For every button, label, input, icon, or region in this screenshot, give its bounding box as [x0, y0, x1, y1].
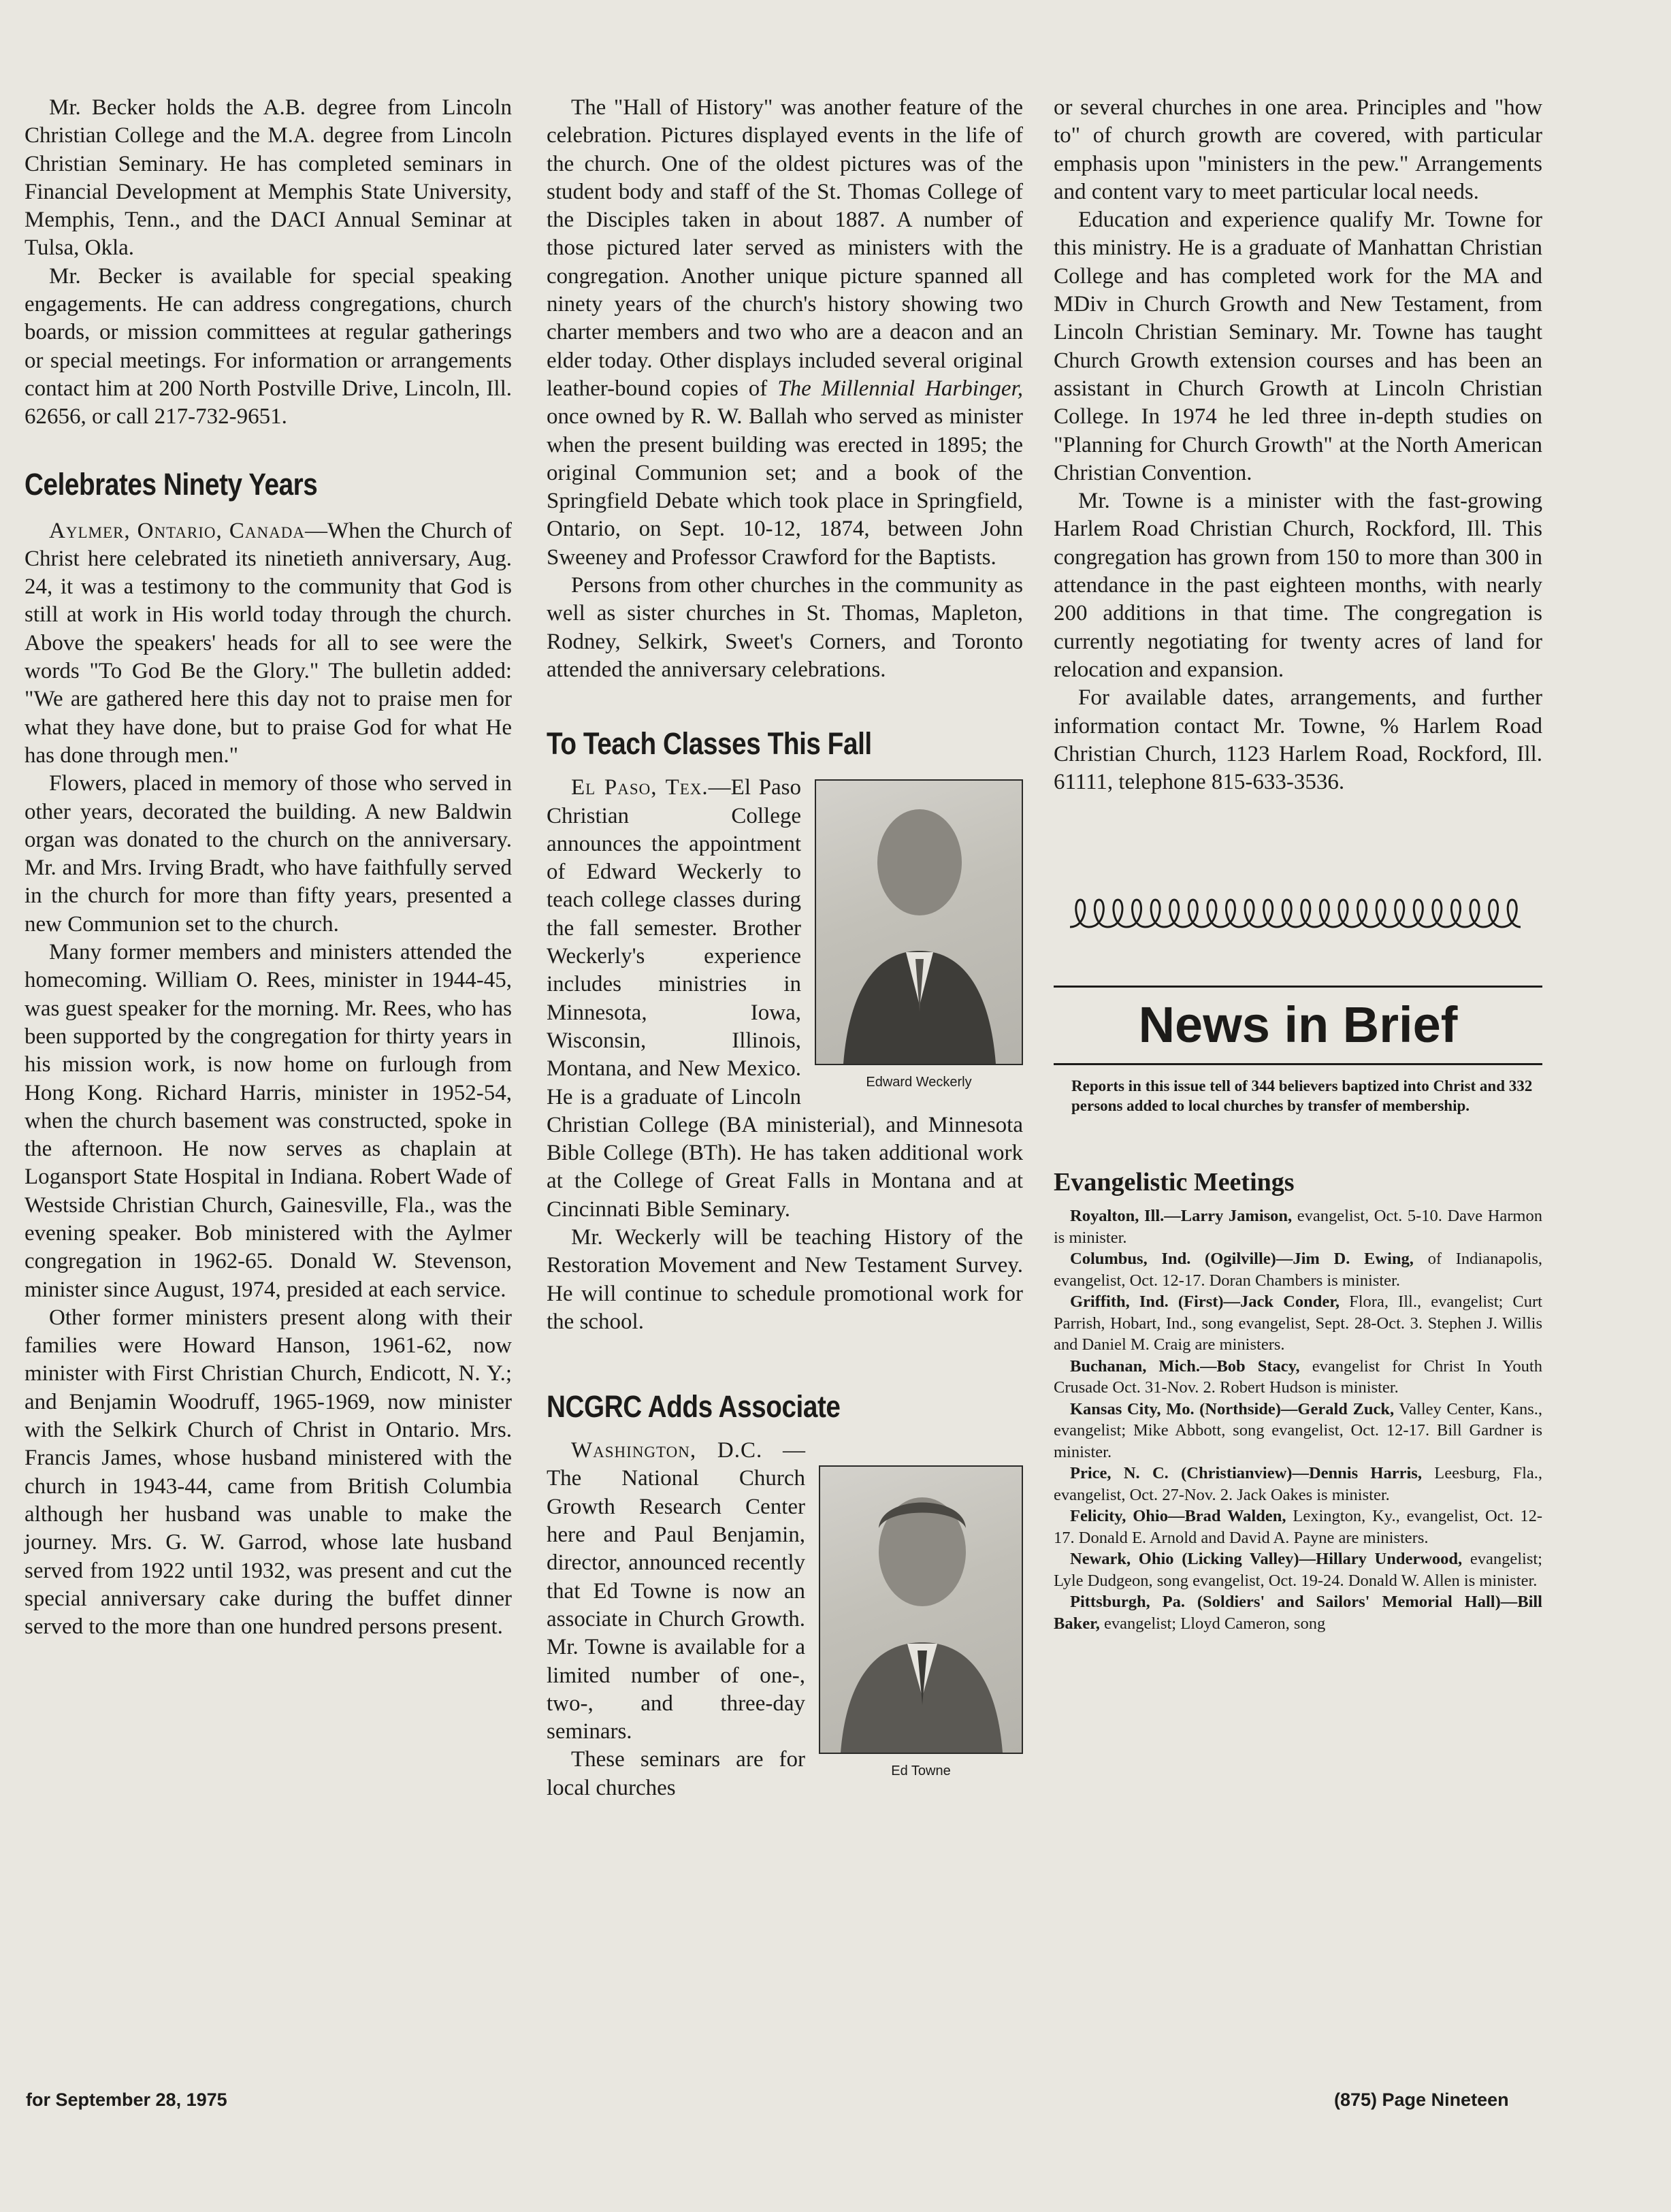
meeting-place: Felicity, Ohio—Brad Walden, — [1070, 1507, 1286, 1526]
hall-paragraph-1-a: The "Hall of History" was another feature of the celebration. Pictures displayed events in the life of the church. One of the oldest pictures was of the student body and staff of the St. Thomas College of the Disciples taken in about 1887. A number of those pictured later served as ministers with the congregation. Another unique picture spanned all ninety years of the church's history showing two charter members and two who are a deacon and an elder today. Other displays included several original leather-bound copies of — [547, 95, 1023, 401]
meeting-details: Flora, Ill., evangelist; Curt Parrish, Hobart, Ind., song evangelist, Sept. 28-Oct. 3. Stephen J. Willis and Daniel M. Craig are ministers. — [1054, 1292, 1542, 1354]
towne-caption: Ed Towne — [891, 1763, 951, 1779]
column-middle — [547, 94, 1023, 1802]
meeting-place: Pittsburgh, Pa. (Soldiers' and Sailors' Memorial Hall)—Bill Baker, — [1054, 1593, 1542, 1633]
ncgrc-dateline: Washington, D.C. — [571, 1438, 763, 1463]
celebrates-paragraph-1-text: —When the Church of Christ here celebrated its ninetieth anniversary, Aug. 24, it was a testimony to the community that God is still at work in His world today through the church. Above the speakers' heads for all to see were the words "To God Be the Glory." The bulletin added: "We are gathered here this day not to praise men for what they have done, but to praise God for what He has done through men." — [25, 518, 513, 768]
meeting-details: of Indianapolis, evangelist, Oct. 12-17. Doran Chambers is minister. — [1054, 1250, 1542, 1290]
portrait-placeholder-icon — [816, 781, 1022, 1064]
news-in-brief-title: News in Brief — [1138, 996, 1458, 1054]
news-reports-summary: Reports in this issue tell of 344 believers baptized into Christ and 332 persons added to local churches by transfer of membership. — [1071, 1077, 1533, 1115]
meeting-item — [1054, 1548, 1542, 1591]
meeting-item — [1054, 1356, 1542, 1399]
hall-paragraph-1-b: once owned by R. W. Ballah who served as minister when the present building was erected in 1895; the original Communion set; and a book of the Springfield Debate which took place in Springfield, Ontario, on Sept. 10-12, 1874, between John Sweeney and Professor Crawford for the Baptists. — [547, 404, 1023, 570]
meeting-place: Kansas City, Mo. (Northside)—Gerald Zuck, — [1070, 1399, 1395, 1418]
meeting-place: Griffith, Ind. (First)—Jack Conder, — [1070, 1292, 1340, 1312]
meeting-place: Newark, Ohio (Licking Valley)—Hillary Underwood, — [1070, 1550, 1463, 1569]
towne-photo — [819, 1465, 1023, 1754]
hall-paragraph-2: Persons from other churches in the community as well as sister churches in St. Thomas, Mapleton, Rodney, Selkirk, Sweet's Corners, and Toronto attended the anniversary celebrations. — [547, 573, 1023, 682]
towne-paragraph-3: Mr. Towne is a minister with the fast-growing Harlem Road Christian Church, Rockford, Ill. This congregation has grown from 150 to more than 300 in attendance in the past eighteen months, with nearly 200 additions in that time. The congregation is currently negotiating for twenty acres of land for relocation and expansion. — [1054, 489, 1542, 682]
meeting-details: Lexington, Ky., evangelist, Oct. 12-17. Donald E. Arnold and David A. Payne are ministers. — [1054, 1507, 1542, 1547]
ncgrc-heading: NCGRC Adds Associate — [547, 1389, 841, 1425]
teach-heading: To Teach Classes This Fall — [547, 726, 872, 762]
celebrates-paragraph-3: Many former members and ministers attended the homecoming. William O. Rees, minister in 1944-45, was guest speaker for the morning. Mr. Rees, who has been supported by the congregation for thirty years in his mission work, is now home on furlough from Hong Kong. Richard Harris, minister in 1952-54, when the church basement was constructed, spoke in the afternoon. He now serves as chaplain at Logansport State Hospital in Indiana. Robert Wade of Westside Christian Church, Gainesville, Fla., was the evening speaker. Bob ministered with the Aylmer congregation in 1962-65. Donald W. Stevenson, minister since August, 1974, presided at each service. — [25, 940, 512, 1302]
meeting-details: Leesburg, Fla., evangelist, Oct. 27-Nov. 2. Jack Oakes is minister. — [1054, 1464, 1542, 1504]
meeting-item — [1054, 1506, 1542, 1548]
meeting-place: Royalton, Ill.—Larry Jamison, — [1070, 1207, 1293, 1226]
column-right — [1054, 94, 1542, 1634]
meeting-place: Price, N. C. (Christianview)—Dennis Harris, — [1070, 1464, 1422, 1483]
meeting-item — [1054, 1463, 1542, 1506]
meeting-item — [1054, 1291, 1542, 1356]
meeting-item — [1054, 1205, 1542, 1248]
celebrates-paragraph-2: Flowers, placed in memory of those who served in other years, decorated the building. A new Baldwin organ was donated to the church on the anniversary. Mr. and Mrs. Irving Bradt, who have faithfully served in the church for more than fifty years, presented a new Communion set to the church. — [25, 771, 512, 937]
loop-ornament-divider — [1067, 896, 1523, 937]
teach-paragraph-1-text: —El Paso Christian College announces the appointment of Edward Weckerly to teach college classes during the fall semester. Brother Weckerly's experience includes ministries in Minnesota, Iowa, Wisconsin, Illinois, Montana, and New Mexico. He is a graduate of Lincoln Christian College (BA ministerial), and Minnesota Bible College (BTh). He has taken additional work at the College of Great Falls in Montana and at Cincinnati Bible Seminary. — [547, 775, 1023, 1222]
hall-paragraph-1 — [547, 94, 1023, 572]
meeting-details: Valley Center, Kans., evangelist; Mike Abbott, song evangelist, Oct. 12-17. Bill Gardner is minister. — [1054, 1399, 1542, 1461]
weckerly-photo-block — [815, 779, 1023, 1090]
meeting-details: evangelist; Lloyd Cameron, song — [1099, 1614, 1326, 1633]
portrait-placeholder-icon — [820, 1467, 1022, 1753]
towne-paragraph-1: or several churches in one area. Principles and "how to" of church growth are covered, with particular emphasis upon "ministers in the pew." Arrangements and content vary to meet particular local needs. — [1054, 95, 1542, 204]
meetings-list — [1054, 1205, 1542, 1634]
becker-paragraph-2: Mr. Becker is available for special speaking engagements. He can address congregations, church boards, or mission committees at regular gatherings or special meetings. For information or arrangements contact him at 200 North Postville Drive, Lincoln, Ill. 62656, or call 217-732-9651. — [25, 263, 512, 429]
news-bottom-rule — [1054, 1063, 1542, 1065]
meeting-place: Buchanan, Mich.—Bob Stacy, — [1070, 1356, 1300, 1376]
towne-paragraph-2: Education and experience qualify Mr. Towne for this ministry. He is a graduate of Manhattan Christian College and has completed work for the MA and MDiv in Church Growth and New Testament, from Lincoln Christian Seminary. Mr. Towne has taught Church Growth extension courses and has been an assistant in Church Growth at Lincoln Christian College. In 1974 he led three in-depth studies on "Planning for Church Growth" at the North American Christian Convention. — [1054, 208, 1542, 485]
celebrates-dateline: Aylmer, Ontario, Canada — [49, 518, 305, 543]
meeting-item — [1054, 1248, 1542, 1291]
meeting-details: evangelist; Lyle Dudgeon, song evangelist, Oct. 19-24. Donald W. Allen is minister. — [1054, 1550, 1542, 1590]
teach-dateline: El Paso, Tex. — [571, 775, 709, 800]
meeting-place: Columbus, Ind. (Ogilville)—Jim D. Ewing, — [1070, 1250, 1414, 1269]
evangelistic-heading: Evangelistic Meetings — [1054, 1168, 1295, 1197]
footer-issue-date: for September 28, 1975 — [26, 2089, 227, 2110]
celebrates-paragraph-1 — [25, 517, 512, 770]
towne-photo-block — [819, 1465, 1023, 1779]
meeting-details: evangelist for Christ In Youth Crusade Oct. 31-Nov. 2. Robert Hudson is minister. — [1054, 1356, 1542, 1397]
ncgrc-paragraph-1-text: —The National Church Growth Research Center here and Paul Benjamin, director, announced recently that Ed Towne is now an associate in Church Growth. Mr. Towne is available for a limited number of one-, two-, and three-day seminars. — [547, 1438, 806, 1744]
news-top-rule — [1054, 986, 1542, 988]
footer-page-number: (875) Page Nineteen — [1334, 2089, 1509, 2110]
ncgrc-paragraph-2: These seminars are for local churches — [547, 1747, 805, 1800]
becker-paragraph-1: Mr. Becker holds the A.B. degree from Lincoln Christian College and the M.A. degree from Lincoln Christian Seminary. He has completed seminars in Financial Development at Memphis State University, Memphis, Tenn., and the DACI Annual Seminar at Tulsa, Okla. — [25, 95, 512, 261]
celebrates-heading: Celebrates Ninety Years — [25, 466, 318, 502]
meeting-details: evangelist, Oct. 5-10. Dave Harmon is minister. — [1054, 1207, 1542, 1247]
meeting-item — [1054, 1591, 1542, 1634]
column-left — [25, 94, 512, 1641]
celebrates-paragraph-4: Other former ministers present along with their families were Howard Hanson, 1961-62, now minister with First Christian Church, Endicott, N. Y.; and Benjamin Woodruff, 1965-1969, now minister with the Selkirk Church of Christ in Ontario. Mrs. Francis James, whose husband ministered with the church in 1943-44, came from British Columbia although her husband was unable to make the journey. Mrs. G. W. Garrod, whose late husband served from 1922 until 1932, was present and cut the special anniversary cake during the buffet dinner served to the more than one hundred persons present. — [25, 1305, 512, 1640]
millennial-harbinger-title: The Millennial Harbinger, — [777, 376, 1024, 401]
weckerly-photo — [815, 779, 1023, 1065]
meeting-item — [1054, 1399, 1542, 1463]
weckerly-caption: Edward Weckerly — [866, 1075, 972, 1090]
towne-paragraph-4: For available dates, arrangements, and further information contact Mr. Towne, % Harlem Road Christian Church, 1123 Harlem Road, Rockford, Ill. 61111, telephone 815-633-3536. — [1054, 685, 1542, 795]
teach-paragraph-2: Mr. Weckerly will be teaching History of the Restoration Movement and New Testament Survey. He will continue to schedule promotional work for the school. — [547, 1224, 1023, 1334]
